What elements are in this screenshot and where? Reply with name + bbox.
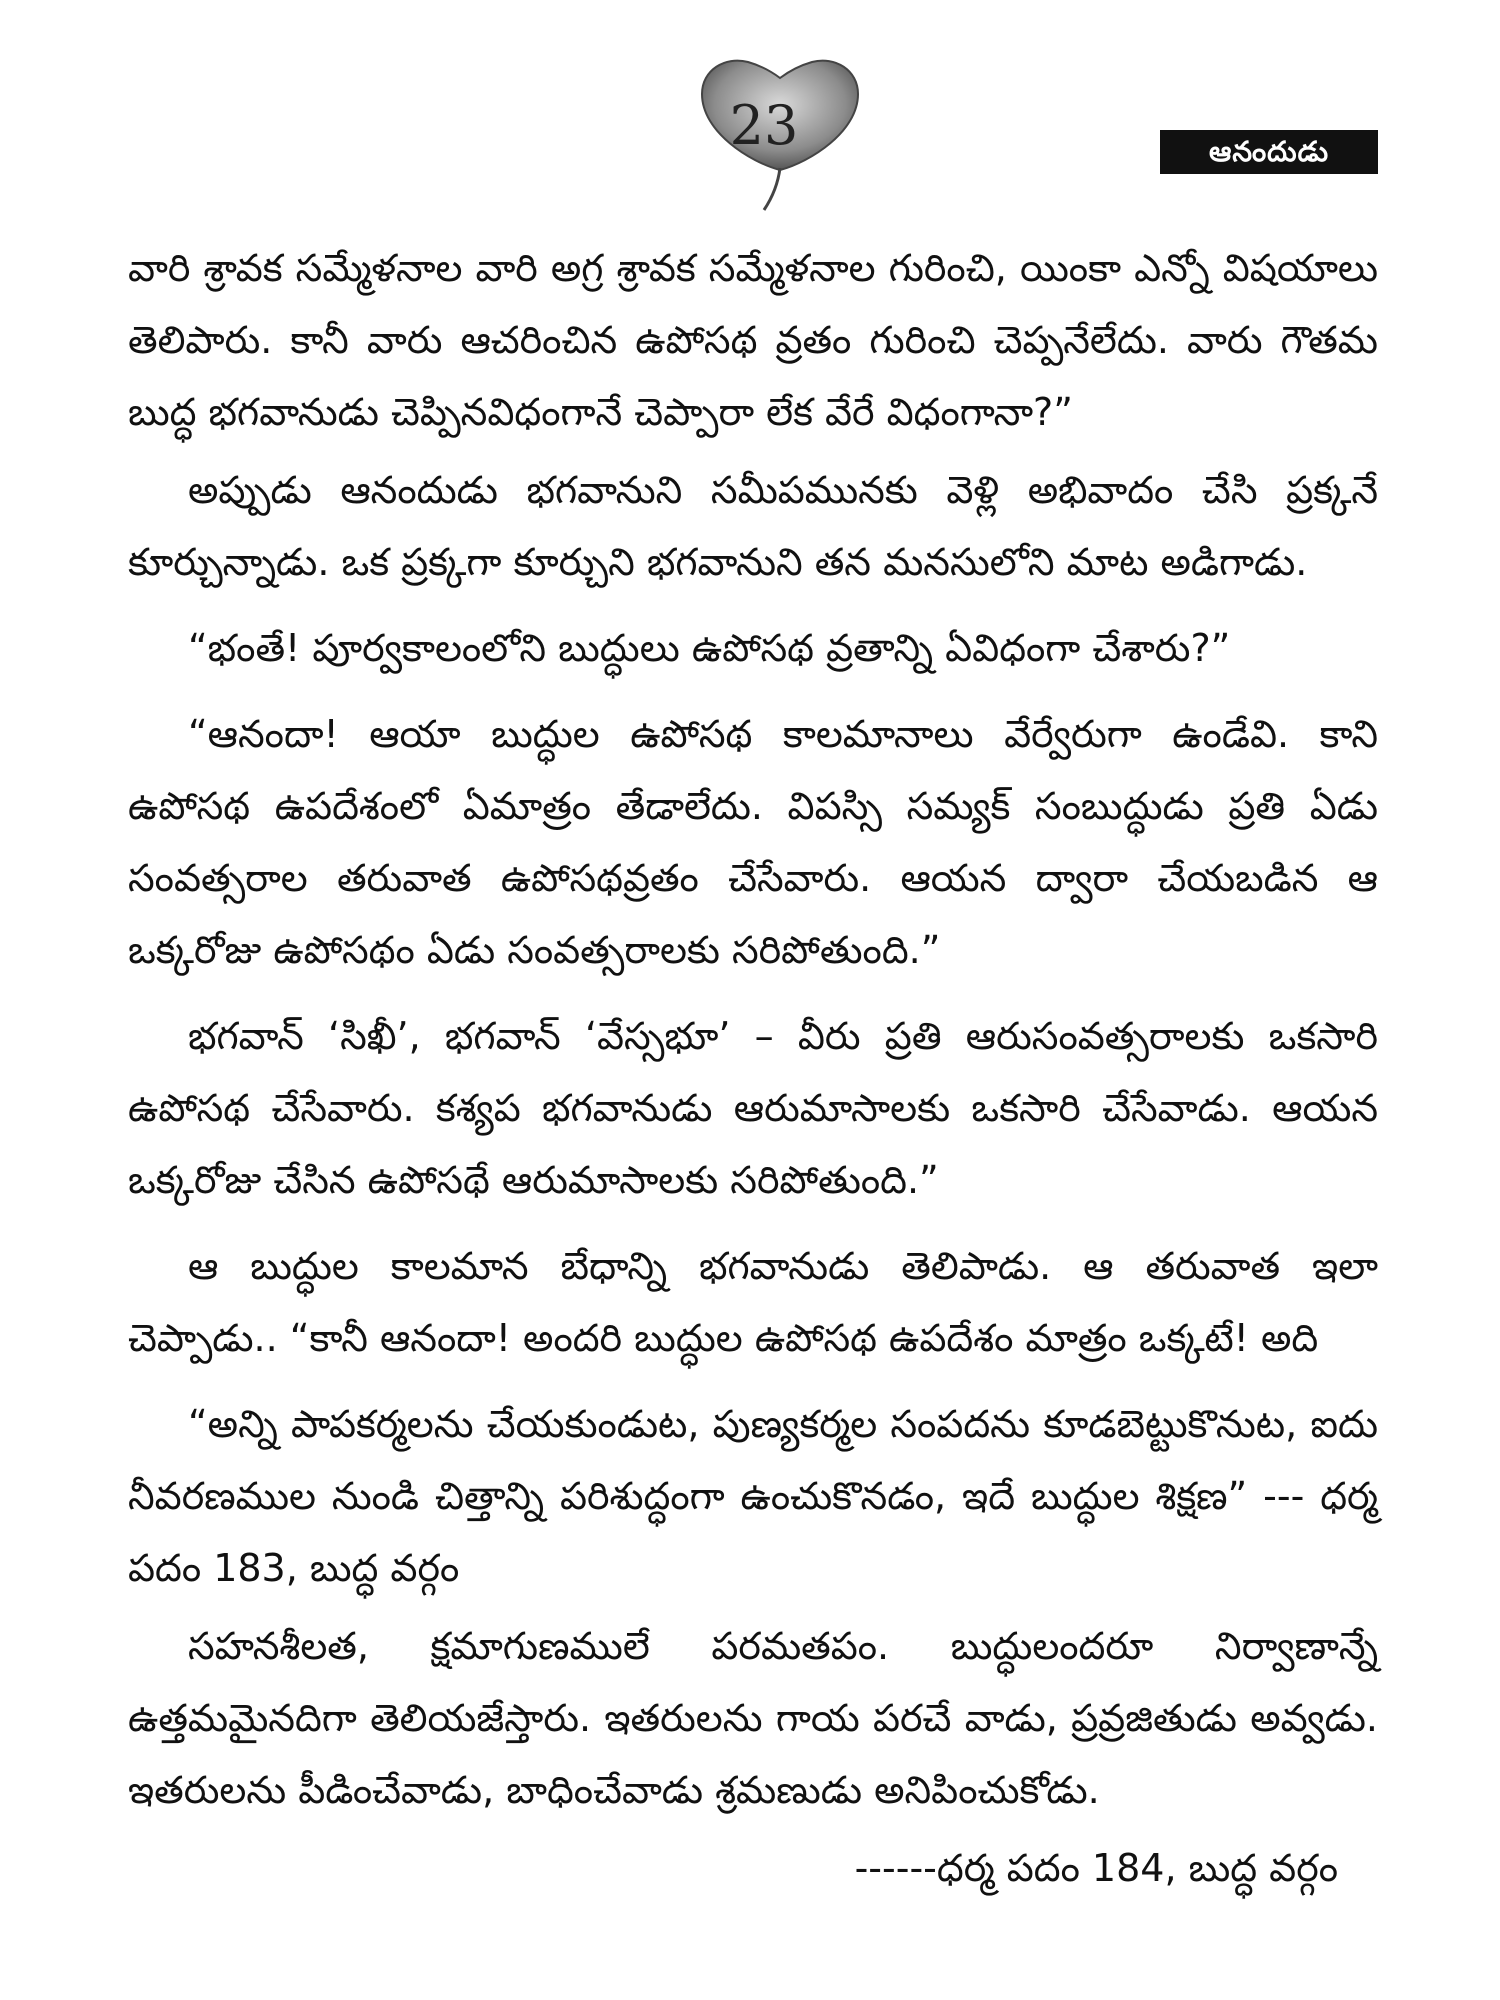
citation: ------ధర్మ పదం 184, బుద్ధ వర్గం bbox=[854, 1846, 1338, 1890]
verse-quote: “అన్ని పాపకర్మలను చేయకుండుట, పుణ్యకర్మల సంపదను కూడబెట్టుకొనుట, ఐదు నీవరణముల నుండి చిత్తాన్ని పరిశుద్ధంగా ఉంచుకొనడం, ఇదే బుద్ధుల శిక్షణ” --- ధర్మ పదం 183, బుద్ధ వర్గం bbox=[128, 1402, 1378, 1590]
paragraph: సహనశీలత, క్షమాగుణములే పరమతపం. బుద్ధులందరూ నిర్వాణాన్నే ఉత్తమమైనదిగా తెలియజేస్తారు. ఇతరులను గాయ పరచే వాడు, ప్రవ్రజితుడు అవ్వడు. ఇతరులను పీడించేవాడు, బాధించేవాడు శ్రమణుడు అనిపించుకోడు. bbox=[128, 1624, 1378, 1812]
paragraph: “భంతే! పూర్వకాలంలోని బుద్ధులు ఉపోసథ వ్రతాన్ని ఏవిధంగా చేశారు?” bbox=[188, 626, 1231, 670]
paragraph: “ఆనందా! ఆయా బుద్ధుల ఉపోసథ కాలమానాలు వేర్వేరుగా ఉండేవి. కాని ఉపోసథ ఉపదేశంలో ఏమాత్రం తేడాలేదు. విపస్సి సమ్యక్ సంబుద్ధుడు ప్రతి ఏడు సంవత్సరాల తరువాత ఉపోసథవ్రతం చేసేవారు. ఆయన ద్వారా చేయబడిన ఆ ఒక్కరోజు ఉపోసథం ఏడు సంవత్సరాలకు సరిపోతుంది.” bbox=[128, 712, 1378, 972]
paragraph: ఆ బుద్ధుల కాలమాన బేధాన్ని భగవానుడు తెలిపాడు. ఆ తరువాత ఇలా చెప్పాడు.. “కానీ ఆనందా! అందరి బుద్ధుల ఉపోసథ ఉపదేశం మాత్రం ఒక్కటే! అది bbox=[128, 1244, 1378, 1360]
bodhi-leaf-page-badge bbox=[680, 52, 880, 222]
paragraph: భగవాన్ ‘సిఖీ’, భగవాన్ ‘వేస్సభూ’ – వీరు ప్రతి ఆరుసంవత్సరాలకు ఒకసారి ఉపోసథ చేసేవారు. కశ్యప భగవానుడు ఆరుమాసాలకు ఒకసారి చేసేవాడు. ఆయన ఒక్కరోజు చేసిన ఉపోసథే ఆరుమాసాలకు సరిపోతుంది.” bbox=[128, 1014, 1378, 1202]
paragraph: వారి శ్రావక సమ్మేళనాల వారి అగ్ర శ్రావక సమ్మేళనాల గురించి, యింకా ఎన్నో విషయాలు తెలిపారు. కానీ వారు ఆచరించిన ఉపోసథ వ్రతం గురించి చెప్పనేలేదు. వారు గౌతమ బుద్ధ భగవానుడు చెప్పినవిధంగానే చెప్పారా లేక వేరే విధంగానా?” bbox=[128, 246, 1378, 434]
chapter-title-badge: ఆనందుడు bbox=[1160, 130, 1378, 174]
page-number: 23 bbox=[729, 94, 799, 157]
paragraph: అప్పుడు ఆనందుడు భగవానుని సమీపమునకు వెళ్లి అభివాదం చేసి ప్రక్కనే కూర్చున్నాడు. ఒక ప్రక్కగా కూర్చుని భగవానుని తన మనసులోని మాట అడిగాడు. bbox=[128, 468, 1378, 584]
text-body bbox=[128, 232, 1378, 1912]
